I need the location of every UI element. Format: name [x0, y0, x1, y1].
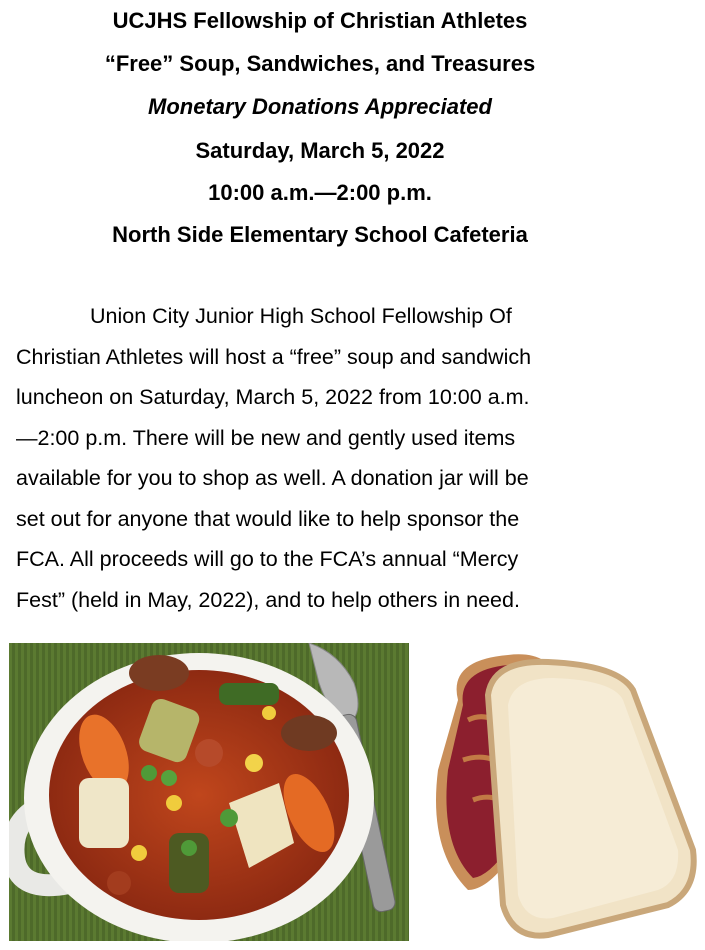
announcement-body — [16, 296, 686, 620]
header-date: Saturday, March 5, 2022 — [195, 138, 445, 163]
sandwich-photo — [418, 650, 703, 942]
header-subtitle: “Free” Soup, Sandwiches, and Treasures — [104, 51, 536, 76]
body-line: set out for anyone that would like to help sponsor the — [16, 506, 520, 531]
body-line: FCA. All proceeds will go to the FCA’s annual “Mercy — [16, 547, 519, 571]
body-line: —2:00 p.m. There will be new and gently used items — [16, 425, 516, 450]
body-line: Fest” (held in May, 2022), and to help others in need. — [16, 587, 520, 612]
body-line: Christian Athletes will host a “free” soup and sandwich — [16, 344, 532, 369]
body-line: Union City Junior High School Fellowship Of — [90, 304, 512, 328]
header-location: North Side Elementary School Cafeteria — [112, 222, 528, 247]
header-time: 10:00 a.m.—2:00 p.m. — [208, 180, 432, 205]
header-donations: Monetary Donations Appreciated — [148, 94, 492, 119]
header-title: UCJHS Fellowship of Christian Athletes — [112, 8, 528, 33]
body-line: available for you to shop as well. A donation jar will be — [16, 466, 529, 490]
soup-photo — [9, 643, 409, 941]
body-line: luncheon on Saturday, March 5, 2022 from 10:00 a.m. — [16, 385, 530, 409]
